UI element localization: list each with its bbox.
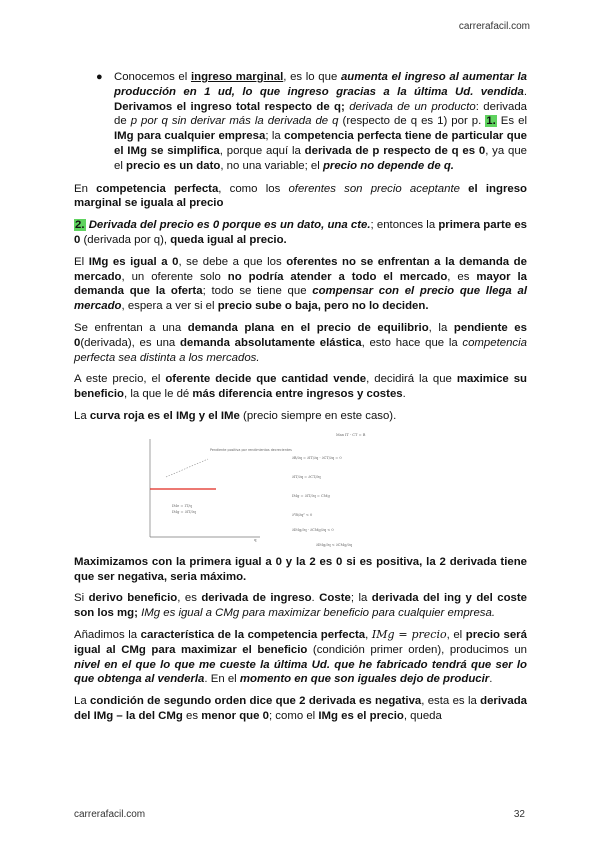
text-run: Conocemos el bbox=[114, 71, 191, 83]
paragraph: A este precio, el oferente decide que cantidad vende, decidirá la que maximice su beneficio, la que le dé más diferencia entre ingresos y costes. bbox=[74, 373, 527, 401]
text-run: (respecto de q es 1) por p. bbox=[338, 115, 486, 128]
paragraph: La condición de segundo orden dice que 2 derivada es negativa, esta es la derivada del IMg – la del CMg es menor que 0; como el IMg es el precio, queda bbox=[74, 695, 527, 722]
paragraph: Si derivo beneficio, es derivada de ingreso. Coste; la derivada del ing y del coste son los mg; IMg es igual a CMg para maximizar beneficio para cualquier empresa. bbox=[74, 592, 527, 620]
axis-q-label: q bbox=[254, 536, 257, 542]
paragraph: Se enfrentan a una demanda plana en el precio de equilibrio, la pendiente es 0(derivada), es una demanda absolutamente elástica, esto hace que la competencia perfecta sea distinta a los mercados. bbox=[74, 321, 527, 364]
text-run: p por q sin derivar más la derivada de q bbox=[130, 115, 339, 128]
dashed-curve bbox=[166, 459, 208, 477]
text-run: aumenta el ingreso al aumentar la producción en 1 ud, lo que ingreso gracias a la última Ud. vendida bbox=[114, 71, 527, 98]
optimization-equations bbox=[286, 431, 365, 548]
bullet-icon: ● bbox=[96, 71, 103, 83]
bullet-item bbox=[74, 70, 527, 174]
paragraph: 2. Derivada del precio es 0 porque es un dato, una cte.; entonces la primera parte es 0 (derivada por q), queda igual al precio. bbox=[74, 219, 528, 246]
text-run: IMg para cualquier empresa bbox=[114, 130, 266, 143]
text-run: precio no depende de q. bbox=[322, 159, 454, 172]
paragraph: Añadimos la característica de la competencia perfecta, IMg = precio, el precio será igual al CMg para maximizar el beneficio (condición primer orden), producimos un nivel en el que lo que me cueste la última Ud. que he fabricado tendrá que ser lo que obtenga al venderla. En el momento en que son iguales dejo de producir. bbox=[74, 627, 527, 686]
equation-line: ∂IT/∂q = ∂CT/∂q bbox=[292, 474, 321, 479]
figure bbox=[74, 431, 527, 547]
footer-site: carrerafacil.com bbox=[74, 809, 146, 820]
text-run: Es el bbox=[496, 115, 527, 128]
highlight-number: 2. bbox=[75, 219, 85, 232]
highlight-number: 1. bbox=[486, 115, 496, 128]
page-number: 32 bbox=[513, 809, 525, 820]
header-site: carrerafacil.com bbox=[458, 21, 530, 32]
paragraph: Maximizamos con la primera igual a 0 y la 2 es 0 si es positiva, la 2 derivada tiene que ser negativa, seria máximo. bbox=[74, 555, 527, 583]
text-run: competencia perfecta tiene de particular que el IMg se simplifica bbox=[114, 130, 527, 157]
equation-line: ∂IMg/∂q < ∂CMg/∂q bbox=[316, 542, 352, 547]
text-run: , no una variable; el bbox=[220, 159, 323, 172]
equation-line: ∂²B/∂q² < 0 bbox=[292, 512, 313, 517]
text-run: ; la bbox=[265, 130, 285, 143]
text-run: , ya que el bbox=[114, 144, 528, 172]
paragraph: En competencia perfecta, como los oferentes son precio aceptante el ingreso marginal se iguala al precio bbox=[74, 182, 528, 210]
paragraph: La curva roja es el IMg y el IMe (precio siempre en este caso). bbox=[74, 409, 397, 422]
equation-line: ∂IMg/∂q - ∂CMg/∂q < 0 bbox=[292, 527, 334, 532]
eq-ime: IMe = IT/q bbox=[172, 503, 192, 508]
text-run: : derivada de bbox=[114, 100, 527, 128]
inline-math: IMg = precio bbox=[371, 627, 447, 641]
equation-line: IMg = ∂IT/∂q = CMg bbox=[292, 493, 330, 498]
equation-line: ∂B/∂q = ∂IT/∂q - ∂CT/∂q = 0 bbox=[292, 455, 342, 460]
text-run: precio es un dato bbox=[126, 159, 221, 172]
text-run: derivada de un producto bbox=[349, 100, 476, 113]
paragraph: El IMg es igual a 0, se debe a que los oferentes no se enfrentan a la demanda de mercado, un oferente solo no podría atender a todo el mercado, es mayor la demanda que la oferta; todo se tiene que compensar con el precio que llega al mercado, espera a ver si el precio sube o baja, pero no lo deciden. bbox=[74, 255, 527, 313]
text-run: , porque aquí la bbox=[219, 144, 305, 157]
page-content bbox=[74, 70, 527, 731]
curve-label: Pendiente positiva por rendimientos decrecientes bbox=[210, 447, 292, 452]
text-run: Derivamos el ingreso total respecto de q; bbox=[114, 100, 345, 113]
text-run: ingreso marginal bbox=[190, 71, 284, 83]
text-run: derivada de p respecto de q es 0 bbox=[304, 144, 486, 157]
text-run: , es lo que bbox=[283, 71, 341, 83]
text-run: . bbox=[523, 85, 527, 98]
eq-img: IMg = ∂IT/∂q bbox=[172, 509, 196, 514]
bullet-text bbox=[94, 70, 527, 174]
revenue-curve-graph bbox=[144, 437, 292, 542]
equation-line: Max IT - CT = B bbox=[336, 432, 366, 437]
